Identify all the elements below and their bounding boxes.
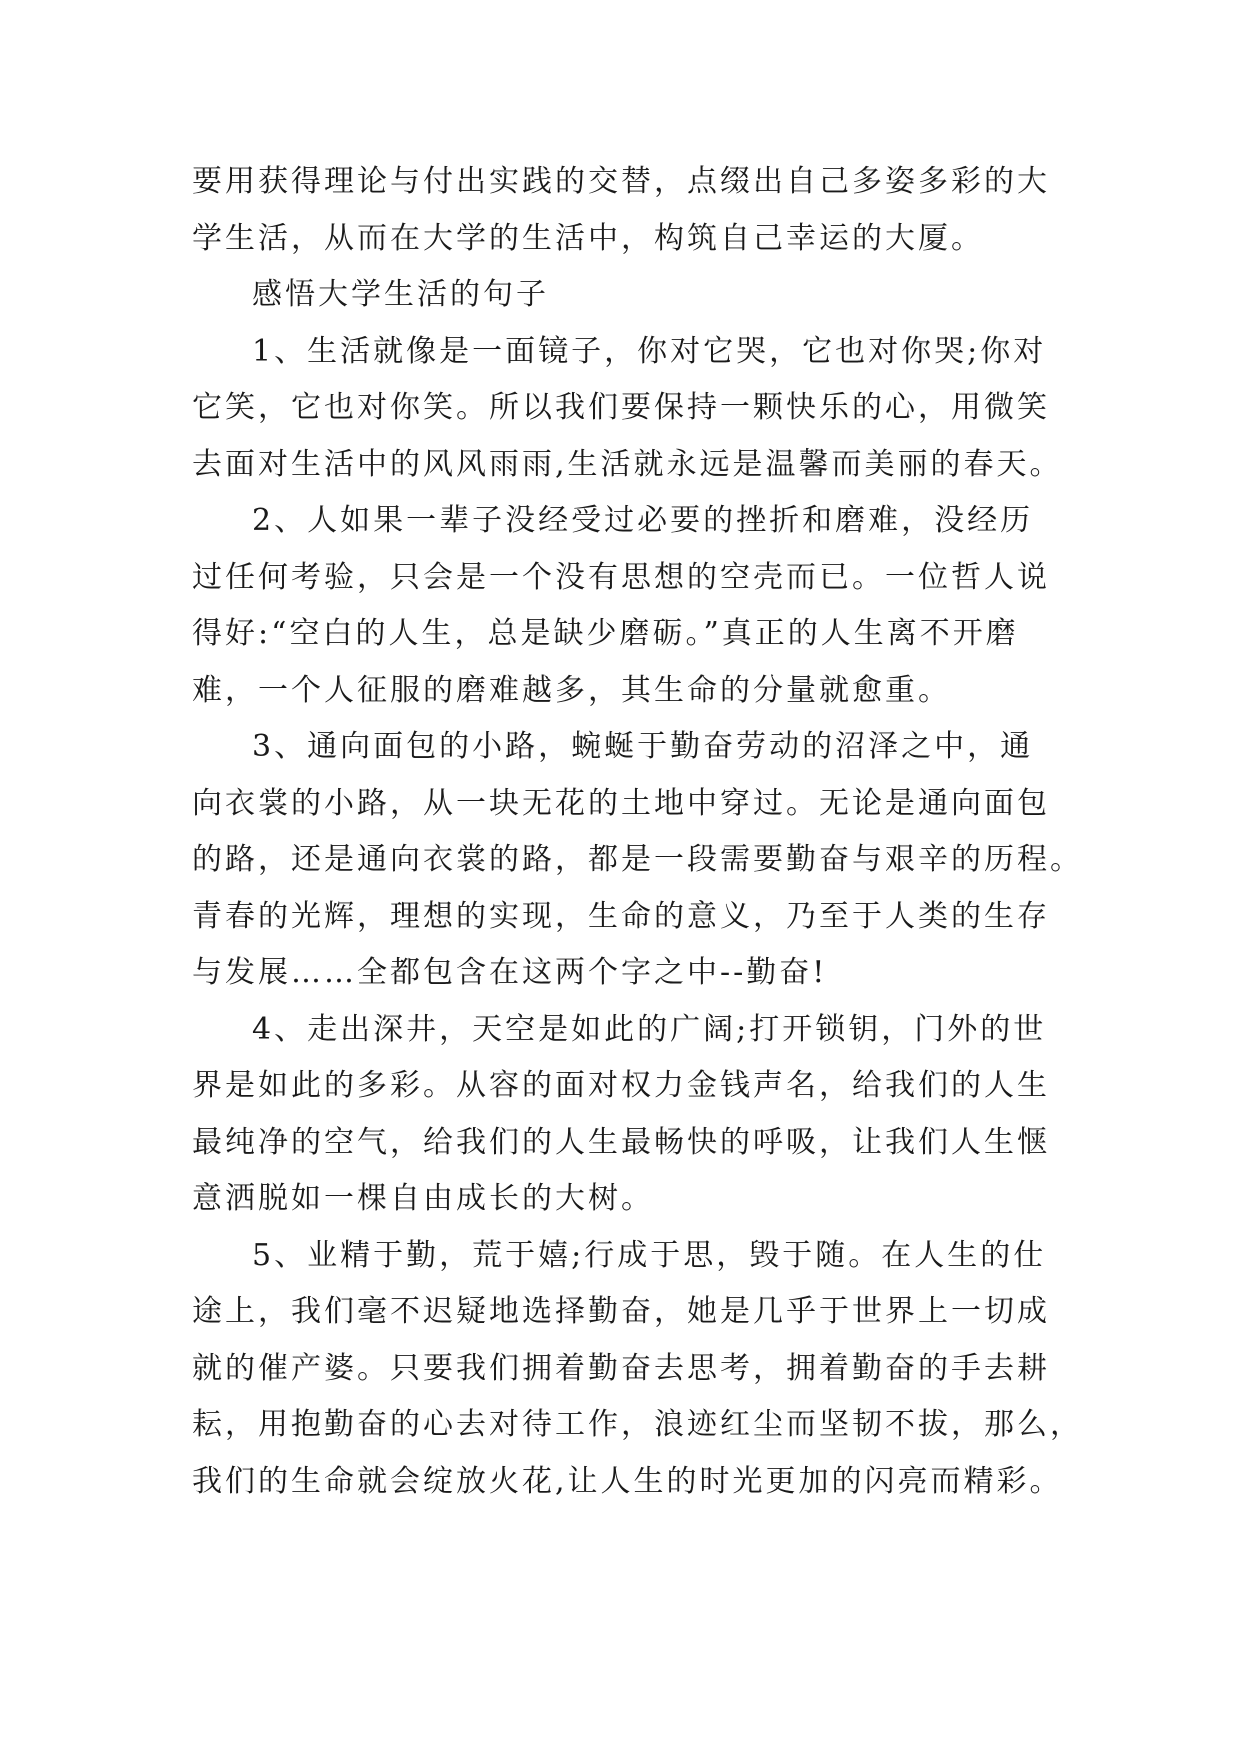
- text-line: 感悟大学生活的句子: [252, 277, 549, 312]
- text-line: 的路，还是通向衣裳的路，都是一段需要勤奋与艰辛的历程。: [192, 842, 1083, 877]
- text-line: 难，一个人征服的磨难越多，其生命的分量就愈重。: [192, 672, 951, 708]
- text-line: 就的催产婆。只要我们拥着勤奋去思考，拥着勤奋的手去耕: [192, 1350, 1050, 1386]
- text-line: 界是如此的多彩。从容的面对权力金钱声名，给我们的人生: [192, 1068, 1050, 1103]
- text-line: 1、生活就像是一面镜子，你对它哭，它也对你哭;你对: [252, 333, 1047, 369]
- text-line: 意洒脱如一棵自由成长的大树。: [192, 1181, 654, 1216]
- text-line: 我们的生命就会绽放火花,让人生的时光更加的闪亮而精彩。: [192, 1463, 1063, 1499]
- text-line: 2、人如果一辈子没经受过必要的挫折和磨难，没经历: [252, 503, 1034, 538]
- text-line: 得好:“空白的人生，总是缺少磨砺。”真正的人生离不开磨: [192, 616, 1019, 651]
- text-line: 过任何考验，只会是一个没有思想的空壳而已。一位哲人说: [192, 559, 1050, 595]
- text-line: 途上，我们毫不迟疑地选择勤奋，她是几乎于世界上一切成: [192, 1294, 1050, 1329]
- text-line: 向衣裳的小路，从一块无花的土地中穿过。无论是通向面包: [192, 785, 1050, 821]
- text-line: 4、走出深井，天空是如此的广阔;打开锁钥，门外的世: [252, 1011, 1047, 1047]
- text-line: 5、业精于勤，荒于嬉;行成于思，毁于随。在人生的仕: [252, 1237, 1047, 1273]
- text-line: 学生活，从而在大学的生活中，构筑自己幸运的大厦。: [192, 220, 984, 256]
- text-line: 去面对生活中的风风雨雨,生活就永远是温馨而美丽的春天。: [192, 446, 1063, 482]
- text-line: 最纯净的空气，给我们的人生最畅快的呼吸，让我们人生惬: [192, 1124, 1050, 1160]
- text-line: 它笑，它也对你笑。所以我们要保持一颗快乐的心，用微笑: [192, 390, 1050, 425]
- text-line: 与发展……全都包含在这两个字之中--勤奋!: [192, 955, 828, 990]
- text-line: 耘，用抱勤奋的心去对待工作，浪迹红尘而坚韧不拔，那么，: [192, 1407, 1083, 1442]
- text-line: 3、通向面包的小路，蜿蜒于勤奋劳动的沼泽之中，通: [252, 729, 1034, 764]
- text-line: 青春的光辉，理想的实现，生命的意义，乃至于人类的生存: [192, 898, 1050, 934]
- document-body: [192, 154, 1083, 1510]
- text-line: 要用获得理论与付出实践的交替，点缀出自己多姿多彩的大: [192, 164, 1050, 199]
